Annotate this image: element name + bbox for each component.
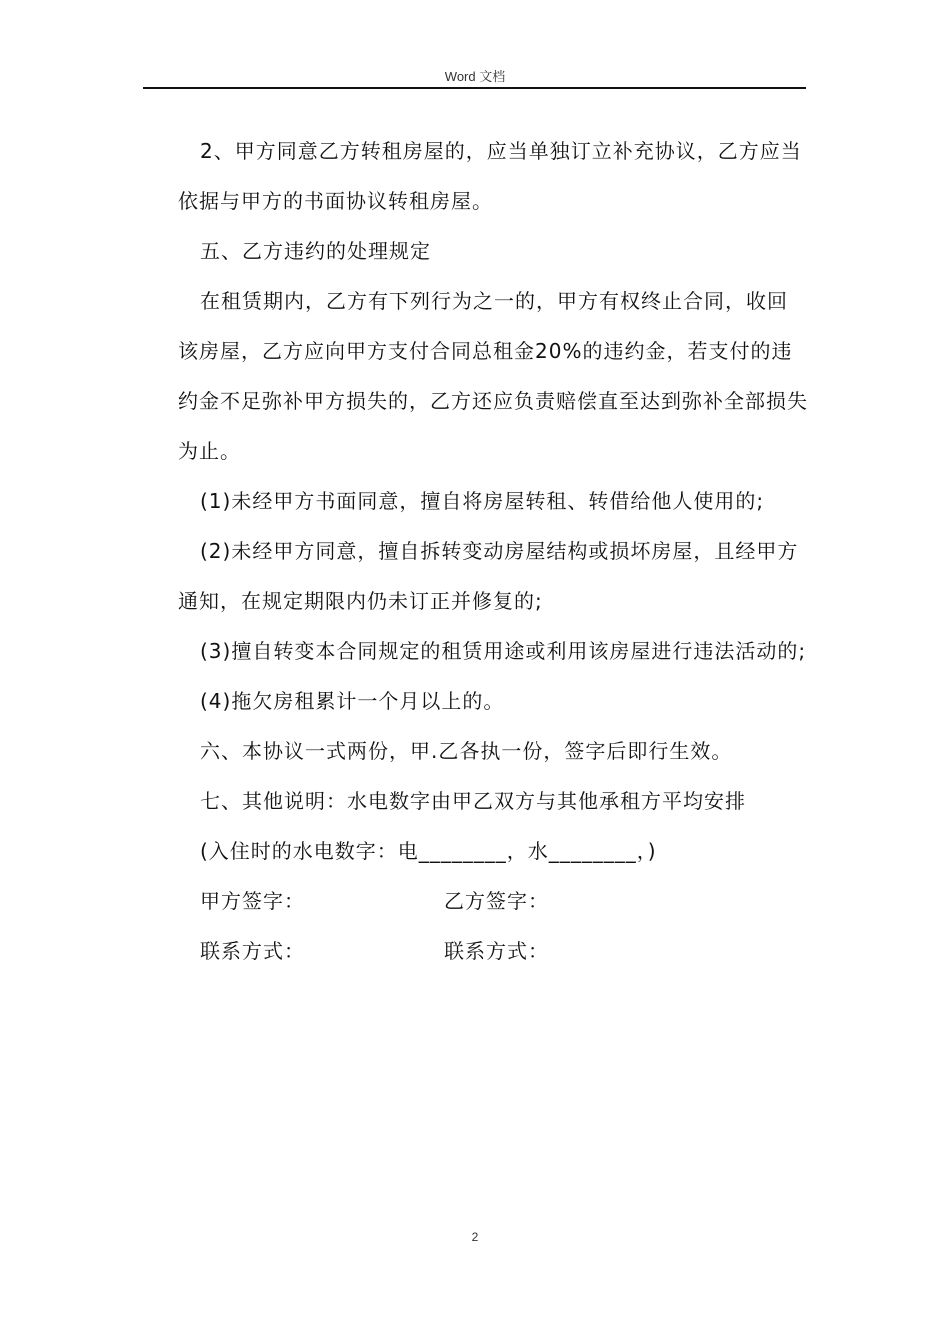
document-body xyxy=(178,126,808,976)
header-title: Word 文档 xyxy=(444,69,506,84)
paragraph-sublet-clause: 2、甲方同意乙方转租房屋的，应当单独订立补充协议，乙方应当依据与甲方的书面协议转租房屋。 xyxy=(178,139,802,213)
list-item-breach-4: (4)拖欠房租累计一个月以上的。 xyxy=(200,689,505,713)
paragraph-other-notes: 七、其他说明：水电数字由甲乙双方与其他承租方平均安排 xyxy=(200,789,746,813)
header-rule xyxy=(143,87,806,89)
party-a-contact-label: 联系方式： xyxy=(200,939,305,963)
page-number: 2 xyxy=(471,1230,479,1244)
list-item-breach-2: (2)未经甲方同意，擅自拆转变动房屋结构或损坏房屋，且经甲方通知，在规定期限内仍未订正并修复的; xyxy=(178,539,799,613)
signature-row xyxy=(178,876,808,926)
paragraph-utility-readings: (入住时的水电数字：电________，水________，) xyxy=(200,839,657,863)
list-item-breach-3: (3)擅自转变本合同规定的租赁用途或利用该房屋进行违法活动的; xyxy=(200,639,807,663)
party-a-signature-label: 甲方签字： xyxy=(200,889,305,913)
section-heading-breach: 五、乙方违约的处理规定 xyxy=(200,239,431,263)
paragraph-copies: 六、本协议一式两份，甲.乙各执一份，签字后即行生效。 xyxy=(200,739,733,763)
party-b-signature-label: 乙方签字： xyxy=(444,889,549,913)
party-b-contact-label: 联系方式： xyxy=(444,939,549,963)
contact-row xyxy=(178,926,808,976)
paragraph-breach-terms: 在租赁期内，乙方有下列行为之一的，甲方有权终止合同，收回该房屋，乙方应向甲方支付合同总租金20%的违约金，若支付的违约金不足弥补甲方损失的，乙方还应负责赔偿直至达到弥补全部损失为止。 xyxy=(178,289,808,463)
list-item-breach-1: (1)未经甲方书面同意，擅自将房屋转租、转借给他人使用的; xyxy=(200,489,765,513)
